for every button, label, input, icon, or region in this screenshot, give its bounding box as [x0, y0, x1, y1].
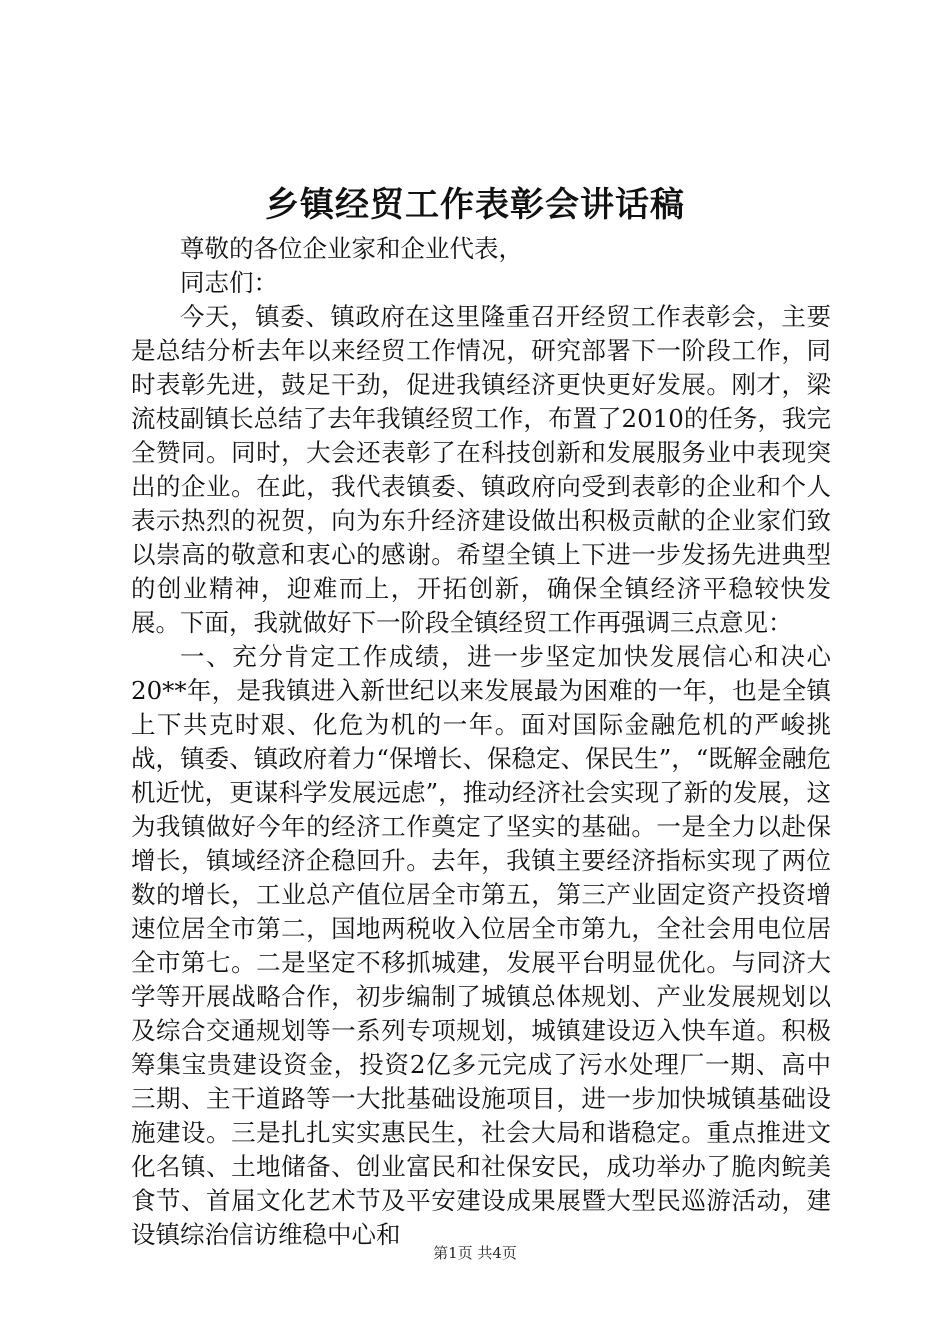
page-footer: 第1页 共4页	[433, 1244, 517, 1262]
section-one-paragraph: 一、充分肯定工作成绩，进一步坚定加快发展信心和决心20**年，是我镇进入新世纪以来发展最为困难的一年，也是全镇上下共克时艰、化危为机的一年。面对国际金融危机的严峻挑战，镇委、镇政府着力“保增长、保稳定、保民生”，“既解金融危机近忧，更谋科学发展远虑”，推动经济社会实现了新的发展，这为我镇做好今年的经济工作奠定了坚实的基础。一是全力以赴保增长，镇域经济企稳回升。去年，我镇主要经济指标实现了两位数的增长，工业总产值位居全市第五，第三产业固定资产投资增速位居全市第二，国地两税收入位居全市第九，全社会用电位居全市第七。二是坚定不移抓城建，发展平台明显优化。与同济大学等开展战略合作，初步编制了城镇总体规划、产业发展规划以及综合交通规划等一系列专项规划，城镇建设迈入快车道。积极筹集宝贵建设资金，投资2亿多元完成了污水处理厂一期、高中三期、主干道路等一大批基础设施项目，进一步加快城镇基础设施建设。三是扎扎实实惠民生，社会大局和谐稳定。重点推进文化名镇、土地储备、创业富民和社保安民，成功举办了脆肉鲩美食节、首届文化艺术节及平安建设成果展暨大型民巡游活动，建设镇综治信访维稳中心和	[131, 642, 831, 1249]
intro-paragraph: 今天，镇委、镇政府在这里隆重召开经贸工作表彰会，主要是总结分析去年以来经贸工作情况，研究部署下一阶段工作，同时表彰先进，鼓足干劲，促进我镇经济更快更好发展。刚才，梁流枝副镇长总结了去年我镇经贸工作，布置了2010的任务，我完全赞同。同时，大会还表彰了在科技创新和发展服务业中表现突出的企业。在此，我代表镇委、镇政府向受到表彰的企业和个人表示热烈的祝贺，向为东升经济建设做出积极贡献的企业家们致以崇高的敬意和衷心的感谢。希望全镇上下进一步发扬先进典型的创业精神，迎难而上，开拓创新，确保全镇经济平稳较快发展。下面，我就做好下一阶段全镇经贸工作再强调三点意见：	[131, 302, 831, 637]
salutation-paragraph: 尊敬的各位企业家和企业代表，	[180, 234, 523, 263]
document-body	[131, 232, 831, 1252]
greeting-paragraph: 同志们：	[180, 268, 278, 297]
document-title: 乡镇经贸工作表彰会讲话稿	[265, 185, 685, 225]
